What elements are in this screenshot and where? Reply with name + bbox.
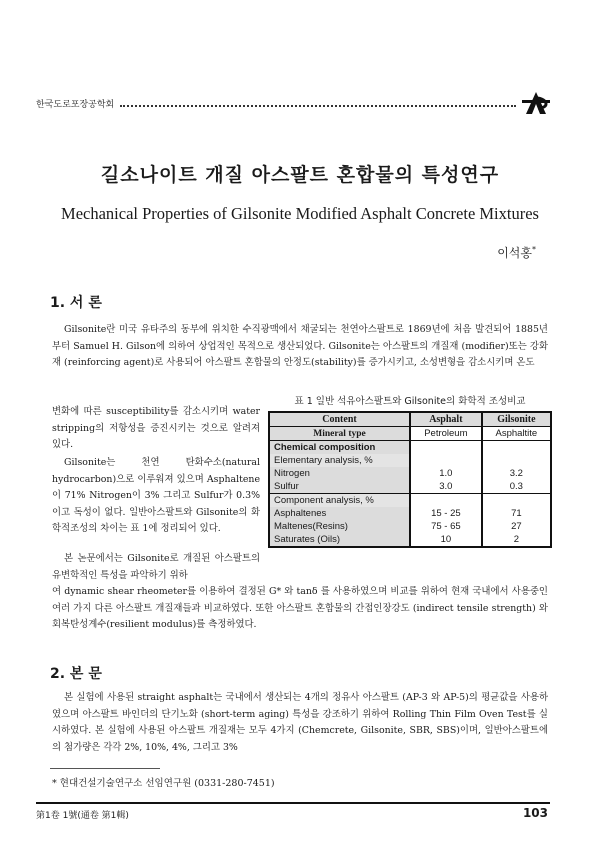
mineral-type-label: Mineral type xyxy=(270,427,410,441)
table-row xyxy=(270,480,550,494)
component-analysis-label: Component analysis, % xyxy=(270,494,410,508)
row-value-asphalt: 1.0 xyxy=(410,467,482,480)
row-value-gilsonite: 0.3 xyxy=(482,480,550,494)
section-heading-body: 2. 본 문 xyxy=(50,666,102,682)
table-row xyxy=(270,507,550,520)
footer-divider xyxy=(36,802,550,804)
intro-paragraph-1: Gilsonite란 미국 유타주의 동부에 위치한 수직광맥에서 채굴되는 천연아스팔트로 1869년에 처음 발견되어 1885년부터 Samuel H. Gilson에 의하여 상업적인 목적으로 생산되었다. Gilsonite는 아스팔트의 개질재 (modifier)또는 강화재 (reinforcing agent)로 사용되어 아스팔트 혼합물의 안정도(stability)를 증가시키고, 소성변형을 감소시키며 온도 xyxy=(52,324,548,368)
row-value-gilsonite: 71 xyxy=(482,507,550,520)
body-paragraph-1: 본 실험에 사용된 straight asphalt는 국내에서 생산되는 4개의 정유사 아스팔트 (AP-3 와 AP-5)의 평균값을 사용하였으며 아스팔트 바인더의 단기노화 (short-term aging) 특성을 강조하기 위하여 Rolling Thin Film Oven Test를 실시하였다. 본 실험에 사용된 아스팔트 개질재는 모두 4가지 (Chemcrete, Gilsonite, SBR, SBS)이며, 일반아스팔트에의 첨가량은 각각 2%, 10%, 4%, 그리고 3% xyxy=(52,692,548,753)
table-row-component xyxy=(270,494,550,508)
row-value-asphalt: 75 - 65 xyxy=(410,520,482,533)
paper-title-korean: 길소나이트 개질 아스팔트 혼합물의 특성연구 xyxy=(100,164,500,186)
table-row xyxy=(270,467,550,480)
intro-paragraph-1-cont: 변화에 따른 susceptibility를 감소시키며 water stripping의 저항성을 증진시키는 것으로 알려져 있다. xyxy=(52,406,260,450)
author-mark: * xyxy=(532,245,536,254)
row-value-gilsonite: 27 xyxy=(482,520,550,533)
author-affiliation-footnote: * 현대건설기술연구소 선임연구원 (0331-280-7451) xyxy=(52,778,275,789)
header-dotted-rule xyxy=(120,99,516,107)
table-row-elementary xyxy=(270,454,550,467)
row-value-asphalt: 10 xyxy=(410,533,482,546)
row-label: Maltenes(Resins) xyxy=(270,520,410,533)
mineral-asphalt: Petroleum xyxy=(410,427,482,441)
author xyxy=(497,244,536,261)
page-number: 103 xyxy=(522,806,548,820)
journal-name: 한국도로포장공학회 xyxy=(36,99,115,110)
table-row xyxy=(270,520,550,533)
col-header-asphalt: Asphalt xyxy=(410,413,482,427)
row-value-gilsonite: 2 xyxy=(482,533,550,546)
col-header-content: Content xyxy=(270,413,410,427)
asphalt-road-logo-icon xyxy=(522,92,550,114)
intro-paragraph-3: 본 논문에서는 Gilsonite로 개질된 아스팔트의 유변학적인 특성을 파악하기 위하 xyxy=(52,553,260,581)
section-heading-introduction: 1. 서 론 xyxy=(50,295,102,311)
elementary-analysis-label: Elementary analysis, % xyxy=(270,454,410,467)
row-label: Saturates (Oils) xyxy=(270,533,410,546)
row-label: Sulfur xyxy=(270,480,410,494)
intro-paragraph-3-cont: 여 dynamic shear rheometer를 이용하여 결정된 G* 와 tanδ 를 사용하였으며 비교를 위하여 현재 국내에서 사용중인 여러 가지 다른 아스팔트 개질재들과 비교하였다. 또한 아스팔트 혼합물의 간접인장강도 (indirect tensile strength) 와 회복탄성계수(resilient modulus)를 측정하였다. xyxy=(52,586,548,630)
issue-info: 第1卷 1號(通卷 第1輯) xyxy=(36,811,129,821)
table-caption: 표 1 일반 석유아스팔트와 Gilsonite의 화학적 조성비교 xyxy=(294,396,526,407)
chemical-composition-label: Chemical composition xyxy=(270,441,410,455)
row-label: Nitrogen xyxy=(270,467,410,480)
table-row-mineral xyxy=(270,427,550,441)
journal-header xyxy=(36,92,550,114)
table-row xyxy=(270,533,550,546)
footnote-divider xyxy=(50,768,160,769)
composition-table xyxy=(268,411,552,548)
author-name: 이석홍 xyxy=(497,246,532,260)
table-header-row xyxy=(270,413,550,427)
row-label: Asphaltenes xyxy=(270,507,410,520)
row-value-asphalt: 15 - 25 xyxy=(410,507,482,520)
table-row-chemical xyxy=(270,441,550,455)
col-header-gilsonite: Gilsonite xyxy=(482,413,550,427)
paper-title-english: Mechanical Properties of Gilsonite Modified Asphalt Concrete Mixtures xyxy=(61,204,539,223)
intro-paragraph-2: Gilsonite는 천연 탄화수소(natural hydrocarbon)으로 이루워져 있으며 Asphaltene이 71% Nitrogen이 3% 그리고 Sulfur가 0.3%이고 독성이 없다. 일반아스팔트와 Gilsonite의 화학적조성의 차이는 표 1에 정리되어 있다. xyxy=(52,457,260,534)
mineral-gilsonite: Asphaltite xyxy=(482,427,550,441)
row-value-asphalt: 3.0 xyxy=(410,480,482,494)
row-value-gilsonite: 3.2 xyxy=(482,467,550,480)
